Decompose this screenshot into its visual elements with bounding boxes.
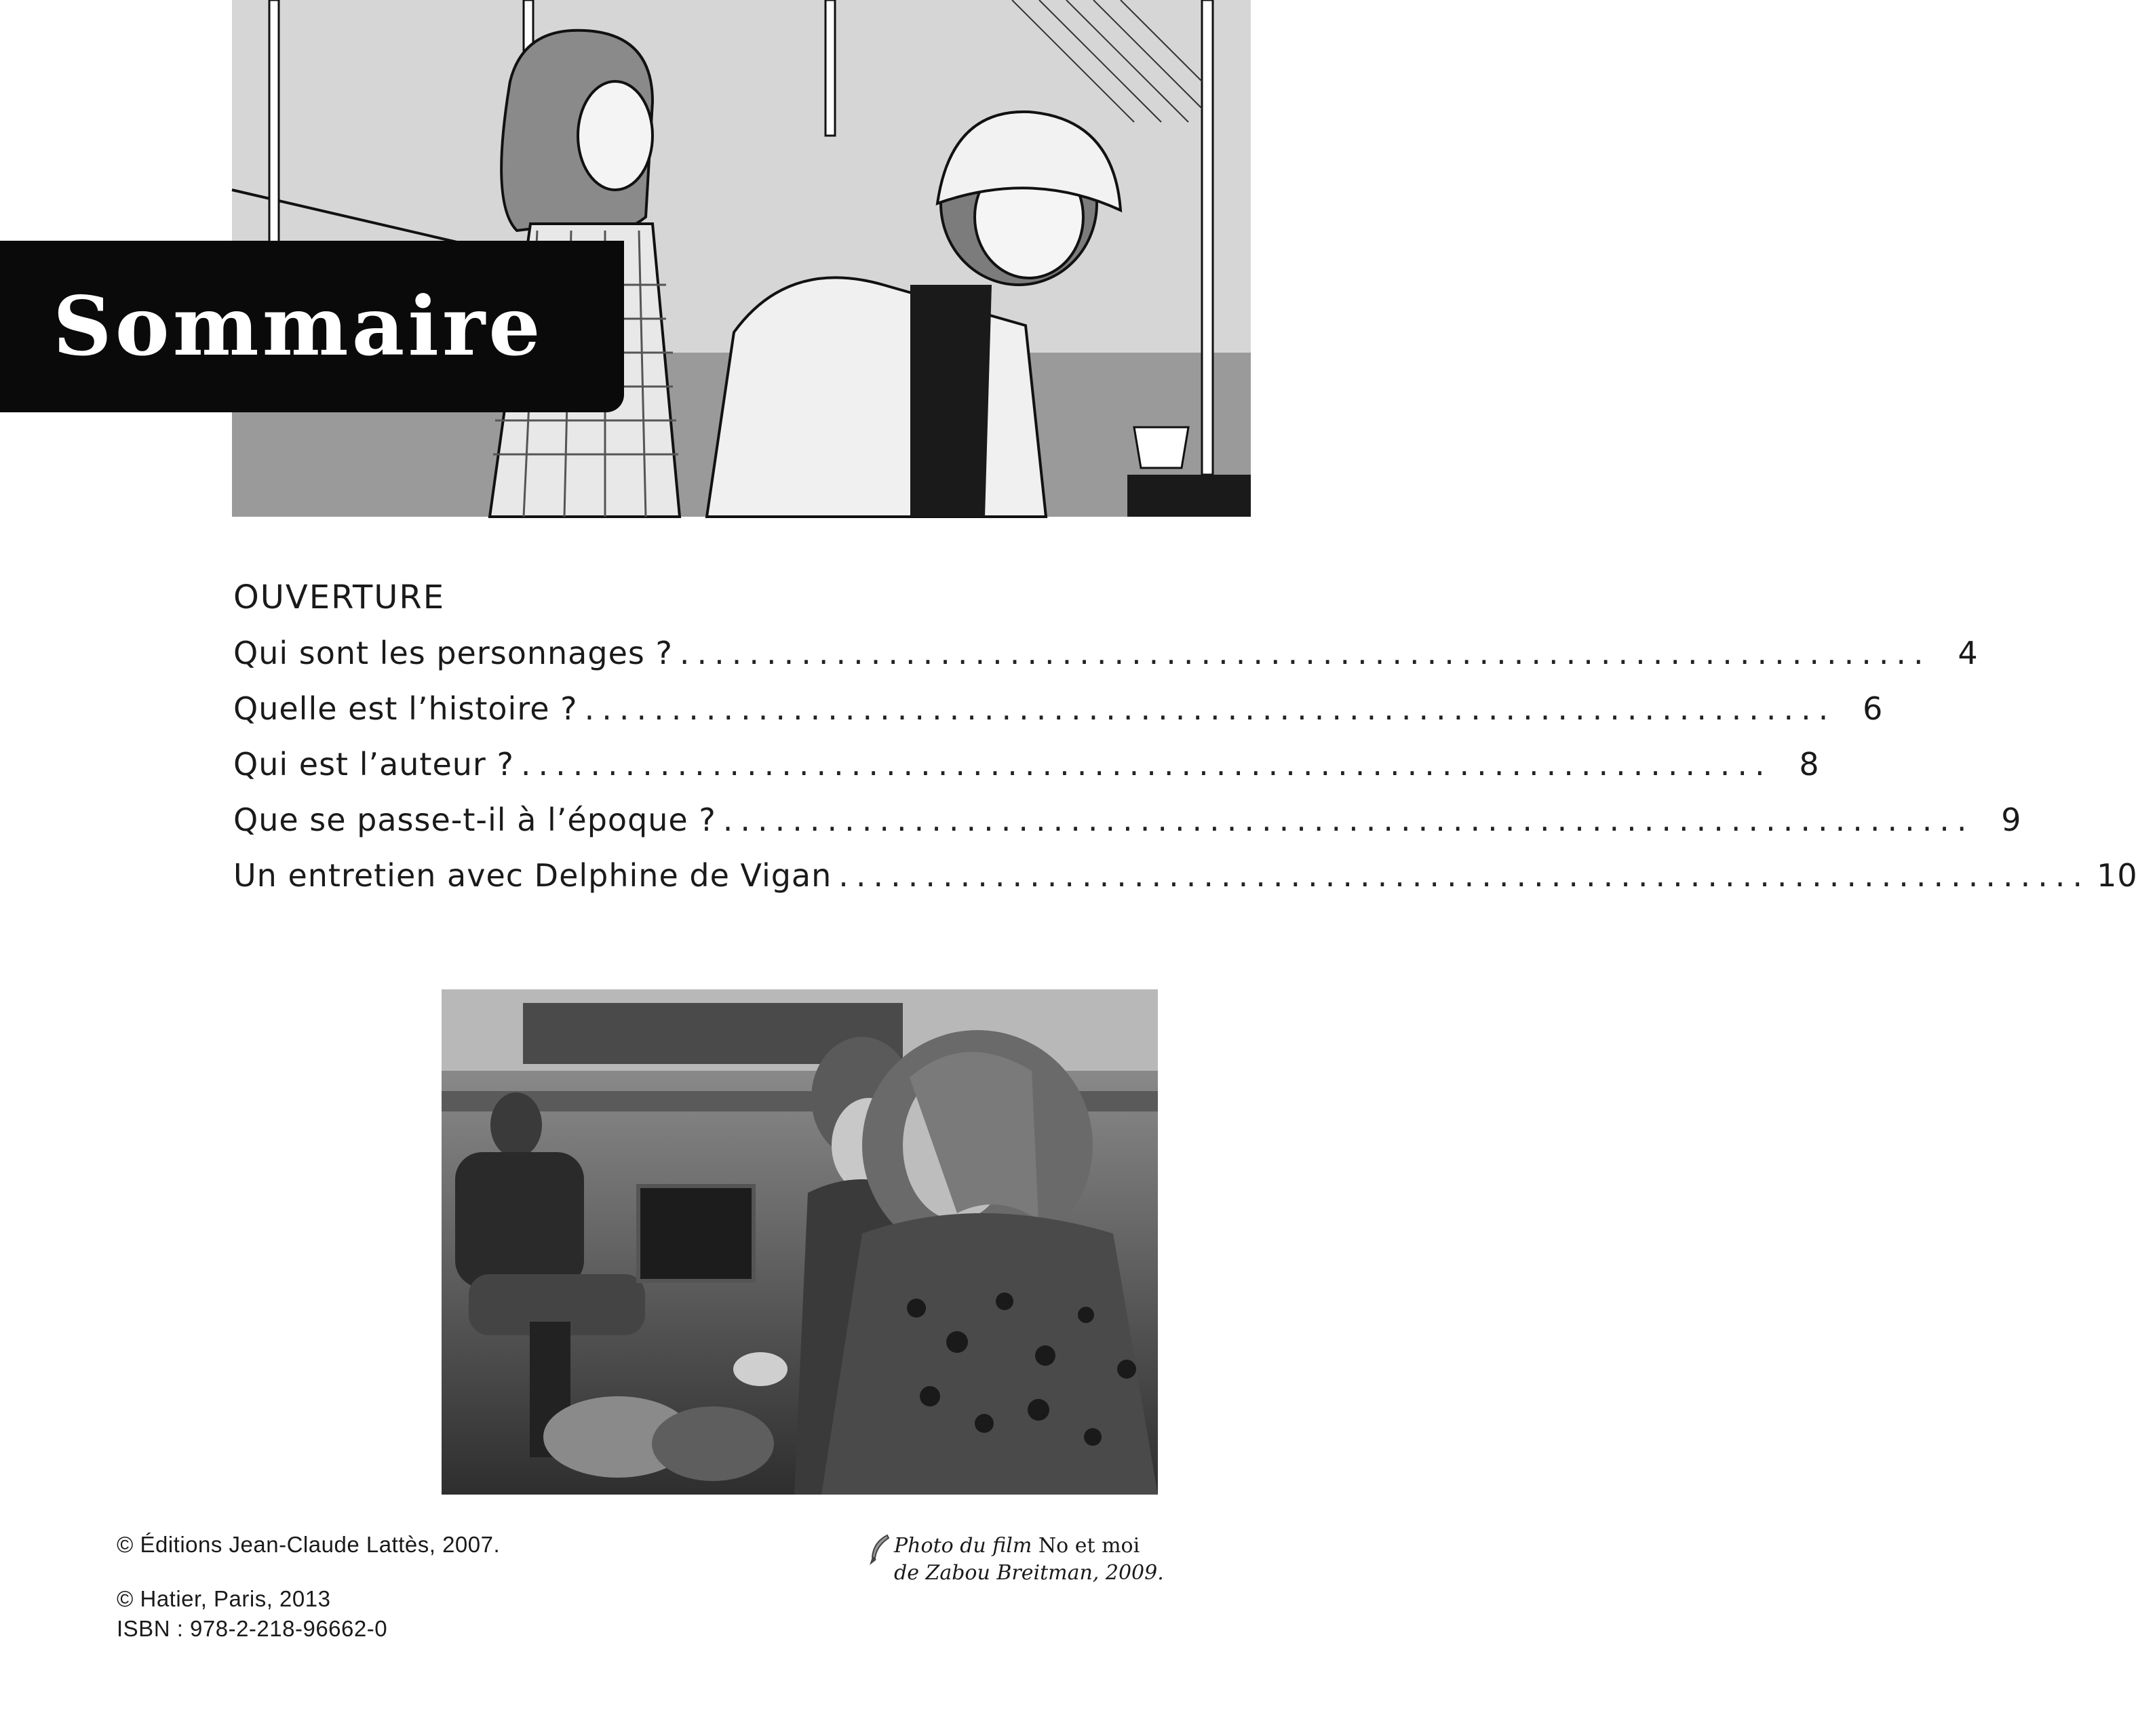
copyright-publisher: © Éditions Jean-Claude Lattès, 2007. [117, 1532, 501, 1557]
title-band [0, 241, 624, 412]
table-of-contents [233, 570, 2138, 903]
toc-entry[interactable] [233, 736, 1820, 792]
quill-icon [867, 1534, 894, 1568]
toc-entry-page: 4 [1958, 635, 1979, 671]
toc-entry-page: 6 [1863, 690, 1884, 727]
toc-entry-label: Quelle est l’histoire ? [233, 690, 578, 727]
dot-leader: ........................................................................ [722, 802, 1975, 838]
dot-leader: ........................................................................ [679, 635, 1931, 671]
photo-caption [867, 1533, 1186, 1587]
toc-entry-label: Que se passe-t-il à l’époque ? [233, 802, 716, 838]
caption-prefix: Photo du film [894, 1534, 1032, 1558]
copyright-hatier: © Hatier, Paris, 2013 [117, 1586, 331, 1611]
dot-leader: ........................................................................ [520, 746, 1772, 783]
toc-entry-label: Qui est l’auteur ? [233, 746, 514, 783]
toc-entry-page: 9 [2001, 802, 2022, 838]
isbn: ISBN : 978-2-218-96662-0 [117, 1616, 388, 1641]
toc-entry[interactable] [233, 792, 2022, 848]
toc-entry[interactable] [233, 681, 1884, 736]
toc-entry-page: 10 [2097, 857, 2138, 894]
page-title: Sommaire [53, 279, 544, 374]
dot-leader: ........................................................................ [838, 857, 2091, 894]
toc-entry[interactable] [233, 625, 1979, 681]
film-photo [442, 989, 1158, 1495]
toc-entry[interactable] [233, 848, 2138, 903]
toc-entry-label: Un entretien avec Delphine de Vigan [233, 857, 832, 894]
dot-leader: ........................................................................ [584, 690, 1836, 727]
toc-entry-label: Qui sont les personnages ? [233, 635, 673, 671]
toc-entry-page: 8 [1799, 746, 1820, 783]
caption-credit: de Zabou Breitman, 2009. [894, 1561, 1164, 1585]
copyright-block [117, 1530, 500, 1644]
caption-film-title: No et moi [1038, 1534, 1140, 1558]
toc-section-title: OUVERTURE [233, 578, 446, 616]
film-photo-art [442, 989, 1158, 1495]
